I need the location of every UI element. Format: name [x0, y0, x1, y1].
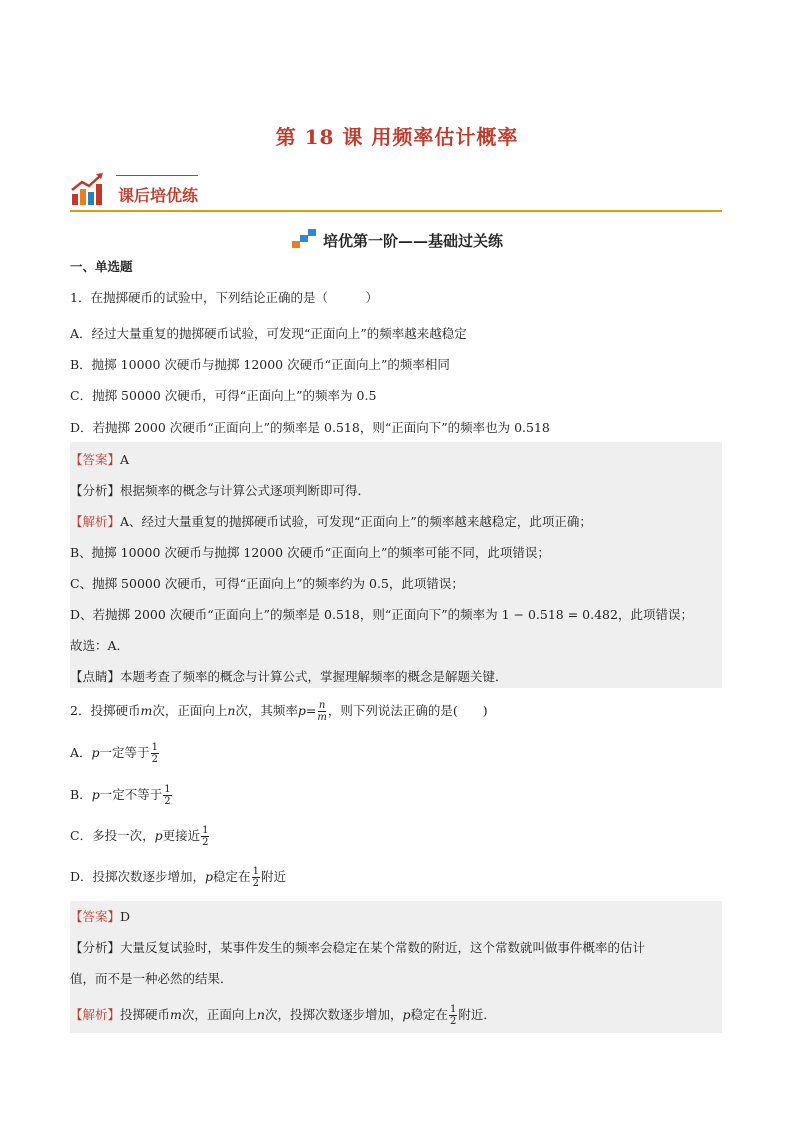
fraction-half [252, 866, 260, 889]
q1-stem: 1．在抛掷硬币的试验中，下列结论正确的是（ ） [70, 290, 378, 305]
q2-answer [70, 907, 130, 925]
fraction-half [201, 825, 209, 848]
q2-stem-text: 次，正面向上 [152, 703, 228, 718]
solution-tag: 【解析】 [70, 514, 121, 529]
frac-num: n [318, 700, 326, 711]
frac-num: 1 [252, 866, 259, 877]
option-text: 一定等于 [99, 745, 150, 760]
q1-option-a: A．经过大量重复的抛掷硬币试验，可发现“正面向上”的频率越来越稳定 [70, 326, 467, 341]
frac-num: 1 [450, 1004, 457, 1015]
q2-stem [70, 700, 488, 723]
q1-solution-line-3: C、抛掷 50000 次硬币，可得“正面向上”的频率约为 0.5，此项错误； [70, 576, 464, 591]
solution-text: 稳定在 [410, 1007, 449, 1022]
option-prefix: D．投掷次数逐步增加， [70, 869, 206, 884]
q1-option-c: C．抛掷 50000 次硬币，可得“正面向上”的频率为 0.5 [70, 388, 377, 403]
stage-heading [0, 229, 794, 251]
q2-solution [70, 1004, 496, 1027]
option-text: 更接近 [162, 828, 201, 843]
frac-num: 1 [202, 825, 209, 836]
var-p: p [91, 787, 100, 802]
var-p: p [402, 1007, 411, 1022]
frac-num: 1 [151, 742, 158, 753]
equals-sign: = [305, 703, 317, 718]
var-p: p [205, 869, 214, 884]
option-prefix: A． [70, 745, 92, 760]
section-divider [70, 210, 722, 212]
comment-tag: 【点睛】 [70, 669, 121, 684]
var-p: p [154, 828, 163, 843]
bar-chart-arrow-icon [70, 172, 106, 206]
frac-den: m [317, 712, 327, 723]
q1-comment [70, 667, 508, 685]
q2-option-a [70, 742, 160, 765]
q2-stem-text: 次，其频率 [235, 703, 298, 718]
fraction-n-over-m [317, 700, 326, 723]
section-title: 课后培优练 [118, 186, 199, 205]
q2-option-d [70, 866, 286, 889]
q1-option-b: B．抛掷 10000 次硬币与抛掷 12000 次硬币“正面向上”的频率相同 [70, 357, 450, 372]
frac-den: 2 [202, 837, 209, 848]
part-label: 一、单选题 [70, 259, 133, 274]
page-title: 第 18 课 用频率估计概率 [275, 125, 519, 149]
analysis-tag: 【分析】 [70, 940, 121, 955]
option-text: 附近 [260, 869, 286, 884]
frac-den: 2 [151, 754, 158, 765]
solution-text: 附近． [458, 1007, 496, 1022]
var-m: m [140, 703, 153, 718]
fraction-half [151, 742, 159, 765]
frac-den: 2 [450, 1016, 457, 1027]
q1-option-d: D．若抛掷 2000 次硬币“正面向上”的频率是 0.518，则“正面向下”的频率也为 0.518 [70, 420, 550, 435]
q2-option-c [70, 825, 210, 848]
q1-solution-line-5: 故选：A． [70, 638, 130, 653]
q2-analysis-line-2: 值，而不是一种必然的结果． [70, 971, 233, 986]
comment-text: 本题考查了频率的概念与计算公式，掌握理解频率的概念是解题关键． [120, 669, 508, 684]
option-text: 一定不等于 [99, 787, 163, 802]
answer-tag: 【答案】 [70, 452, 121, 467]
q2-stem-text: 2．投掷硬币 [70, 703, 141, 718]
q1-solution-line-1 [70, 512, 592, 530]
fraction-half [449, 1004, 457, 1027]
q1-solution-line-4: D、若抛掷 2000 次硬币“正面向上”的频率是 0.518，则“正面向下”的频率为 1 − 0.518 = 0.482，此项错误； [70, 607, 693, 622]
analysis-text: 大量反复试验时，某事件发生的频率会稳定在某个常数的附近，这个常数就叫做事件概率的估计 [120, 940, 646, 955]
fraction-half [163, 784, 171, 807]
solution-tag: 【解析】 [70, 1007, 121, 1022]
answer-value: A [120, 452, 130, 467]
section-top-line [116, 175, 198, 176]
solution-text: 次，正面向上 [181, 1007, 257, 1022]
stage-label: 培优第一阶——基础过关练 [322, 232, 503, 250]
answer-tag: 【答案】 [70, 909, 121, 924]
var-n: n [227, 703, 236, 718]
var-m: m [170, 1007, 182, 1022]
analysis-tag: 【分析】 [70, 483, 121, 498]
option-prefix: B． [70, 787, 92, 802]
var-n: n [256, 1007, 265, 1022]
option-prefix: C．多投一次， [70, 828, 155, 843]
q2-analysis-line-1 [70, 938, 645, 956]
stairs-icon [291, 229, 317, 249]
answer-value: D [120, 909, 131, 924]
frac-num: 1 [164, 784, 171, 795]
analysis-text: 根据频率的概念与计算公式逐项判断即可得． [120, 483, 371, 498]
var-p: p [91, 745, 100, 760]
frac-den: 2 [164, 796, 171, 807]
q1-analysis [70, 481, 370, 499]
q1-solution-line-2: B、抛掷 10000 次硬币与抛掷 12000 次硬币“正面向上”的频率可能不同，此项错误； [70, 545, 550, 560]
solution-text: 投掷硬币 [120, 1007, 171, 1022]
q1-solution-block [70, 442, 722, 688]
solution-text: A、经过大量重复的抛掷硬币试验，可发现“正面向上”的频率越来越稳定，此项正确； [120, 514, 592, 529]
option-text: 稳定在 [213, 869, 251, 884]
q1-answer [70, 450, 129, 468]
var-p: p [297, 703, 306, 718]
solution-text: 次，投掷次数逐步增加， [264, 1007, 403, 1022]
frac-den: 2 [252, 878, 259, 889]
q2-option-b [70, 784, 173, 807]
q2-stem-text: ，则下列说法正确的是( ) [327, 703, 488, 718]
